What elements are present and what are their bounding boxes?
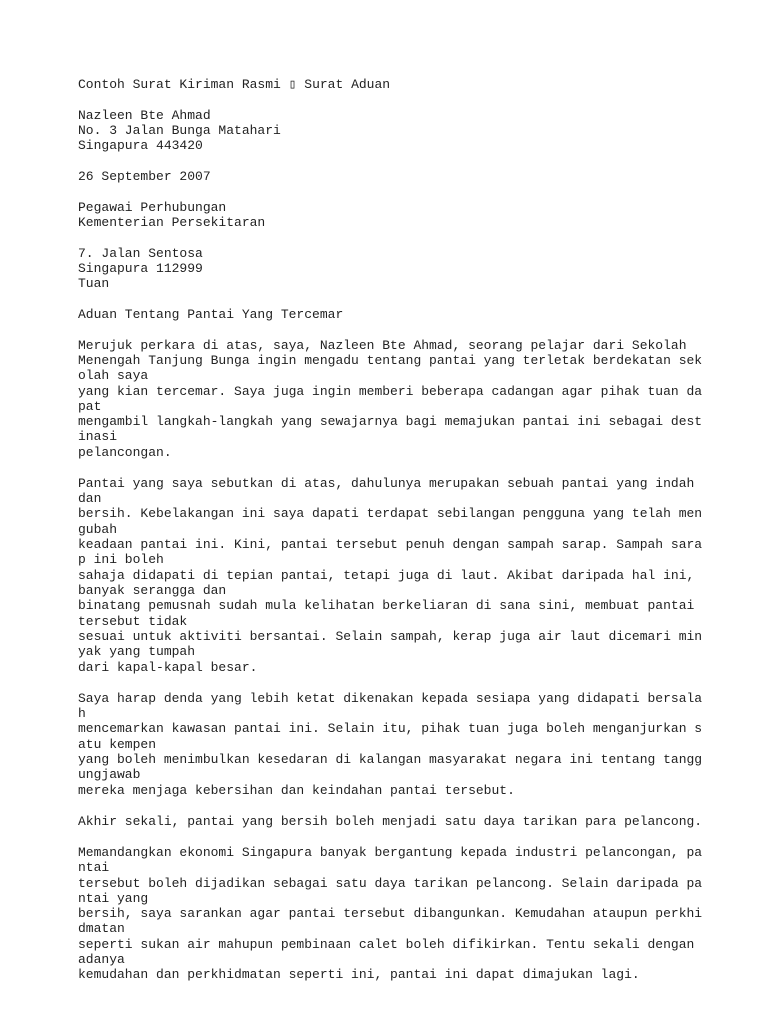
paragraph-line: atu kempen bbox=[78, 737, 157, 752]
paragraph-line: ntai bbox=[78, 860, 110, 875]
paragraph-line: dari kapal-kapal besar. bbox=[78, 660, 258, 675]
paragraph-line: gubah bbox=[78, 522, 118, 537]
paragraph-line: olah saya bbox=[78, 368, 149, 383]
recipient-address-line: 7. Jalan Sentosa bbox=[78, 246, 203, 261]
paragraph-line: yak yang tumpah bbox=[78, 644, 196, 659]
paragraph-line: keadaan pantai ini. Kini, pantai tersebut penuh dengan sampah sarap. Sampah sara bbox=[78, 537, 703, 552]
letter-date: 26 September 2007 bbox=[78, 169, 211, 184]
paragraph-line: pat bbox=[78, 399, 102, 414]
paragraph-line: Saya harap denda yang lebih ketat dikenakan kepada sesiapa yang didapati bersala bbox=[78, 691, 703, 706]
recipient-address-line: Tuan bbox=[78, 276, 110, 291]
sender-line: Nazleen Bte Ahmad bbox=[78, 108, 211, 123]
paragraph-line: pelancongan. bbox=[78, 445, 172, 460]
paragraph-line: binatang pemusnah sudah mula kelihatan berkeliaran di sana sini, membuat pantai bbox=[78, 598, 695, 613]
paragraph-line: adanya bbox=[78, 952, 125, 967]
paragraph-line: mereka menjaga kebersihan dan keindahan pantai tersebut. bbox=[78, 783, 515, 798]
paragraph-line: ungjawab bbox=[78, 767, 141, 782]
recipient-address-line: Singapura 112999 bbox=[78, 261, 203, 276]
paragraph-line: sesuai untuk aktiviti bersantai. Selain sampah, kerap juga air laut dicemari min bbox=[78, 629, 703, 644]
paragraph-line: ntai yang bbox=[78, 891, 149, 906]
recipient-line: Pegawai Perhubungan bbox=[78, 200, 227, 215]
paragraph-line: Memandangkan ekonomi Singapura banyak bergantung kepada industri pelancongan, pa bbox=[78, 845, 703, 860]
paragraph-line: seperti sukan air mahupun pembinaan calet boleh difikirkan. Tentu sekali dengan bbox=[78, 937, 695, 952]
paragraph-line: Pantai yang saya sebutkan di atas, dahulunya merupakan sebuah pantai yang indah bbox=[78, 476, 695, 491]
paragraph-line: tersebut boleh dijadikan sebagai satu daya tarikan pelancong. Selain daripada pa bbox=[78, 876, 703, 891]
letter-heading: Contoh Surat Kiriman Rasmi ▯ Surat Aduan bbox=[78, 77, 391, 92]
paragraph-line: dan bbox=[78, 491, 102, 506]
paragraph-line: mencemarkan kawasan pantai ini. Selain itu, pihak tuan juga boleh menganjurkan s bbox=[78, 721, 703, 736]
paragraph-line: tersebut tidak bbox=[78, 614, 188, 629]
paragraph-line: p ini boleh bbox=[78, 552, 164, 567]
paragraph-line: Merujuk perkara di atas, saya, Nazleen Bte Ahmad, seorang pelajar dari Sekolah bbox=[78, 338, 687, 353]
recipient-line: Kementerian Persekitaran bbox=[78, 215, 266, 230]
paragraph-line: bersih. Kebelakangan ini saya dapati terdapat sebilangan pengguna yang telah men bbox=[78, 506, 703, 521]
paragraph-line: Menengah Tanjung Bunga ingin mengadu tentang pantai yang terletak berdekatan sek bbox=[78, 353, 703, 368]
sender-line: No. 3 Jalan Bunga Matahari bbox=[78, 123, 281, 138]
paragraph-line: yang boleh menimbulkan kesedaran di kalangan masyarakat negara ini tentang tangg bbox=[78, 752, 703, 767]
sender-line: Singapura 443420 bbox=[78, 138, 203, 153]
paragraph-line: yang kian tercemar. Saya juga ingin memberi beberapa cadangan agar pihak tuan da bbox=[78, 384, 703, 399]
paragraph-line: sahaja didapati di tepian pantai, tetapi juga di laut. Akibat daripada hal ini, bbox=[78, 568, 695, 583]
paragraph-line: inasi bbox=[78, 429, 118, 444]
paragraph-line: dmatan bbox=[78, 921, 125, 936]
paragraph-line: h bbox=[78, 706, 86, 721]
paragraph-line: banyak serangga dan bbox=[78, 583, 227, 598]
paragraph-line: bersih, saya sarankan agar pantai tersebut dibangunkan. Kemudahan ataupun perkhi bbox=[78, 906, 703, 921]
paragraph-line: kemudahan dan perkhidmatan seperti ini, pantai ini dapat dimajukan lagi. bbox=[78, 967, 640, 982]
paragraph-line: mengambil langkah-langkah yang sewajarnya bagi memajukan pantai ini sebagai dest bbox=[78, 414, 703, 429]
letter-subject: Aduan Tentang Pantai Yang Tercemar bbox=[78, 307, 344, 322]
paragraph-line: Akhir sekali, pantai yang bersih boleh menjadi satu daya tarikan para pelancong. bbox=[78, 814, 703, 829]
